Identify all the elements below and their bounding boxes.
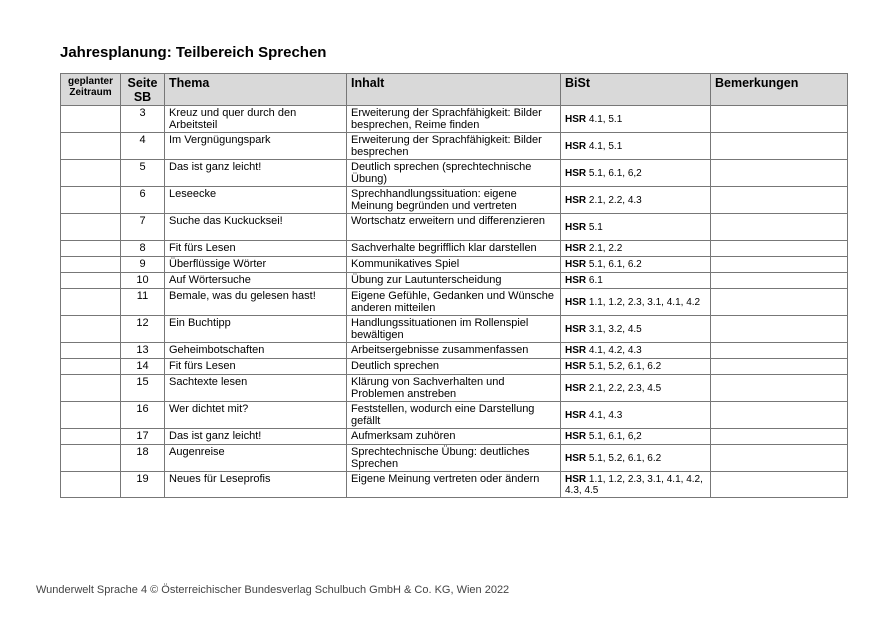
page-cell: 10 xyxy=(121,273,165,289)
page-cell: 8 xyxy=(121,241,165,257)
table-row xyxy=(61,375,848,402)
thema-cell: Suche das Kuckucksei! xyxy=(165,214,347,241)
inhalt-cell: Handlungssituationen im Rollenspiel bewältigen xyxy=(347,316,561,343)
bist-label: HSR xyxy=(565,243,587,254)
zeitraum-cell[interactable] xyxy=(61,273,121,289)
bist-codes: 5.1 xyxy=(588,221,603,233)
inhalt-cell: Deutlich sprechen xyxy=(347,359,561,375)
bist-label: HSR xyxy=(565,361,587,372)
zeitraum-cell[interactable] xyxy=(61,257,121,273)
table-row xyxy=(61,429,848,445)
table-row xyxy=(61,343,848,359)
inhalt-cell: Kommunikatives Spiel xyxy=(347,257,561,273)
table-row xyxy=(61,257,848,273)
table-row xyxy=(61,133,848,160)
page-cell: 6 xyxy=(121,187,165,214)
inhalt-cell: Aufmerksam zuhören xyxy=(347,429,561,445)
thema-cell: Kreuz und quer durch den Arbeitsteil xyxy=(165,106,347,133)
zeitraum-cell[interactable] xyxy=(61,343,121,359)
bist-cell xyxy=(561,429,711,445)
column-header-zeitraum: geplanter Zeitraum xyxy=(61,74,121,106)
page-cell: 3 xyxy=(121,106,165,133)
thema-cell: Fit fürs Lesen xyxy=(165,241,347,257)
bist-label: HSR xyxy=(565,113,587,125)
zeitraum-cell[interactable] xyxy=(61,472,121,498)
bist-codes: 4.1, 5.1 xyxy=(588,113,623,125)
bist-cell xyxy=(561,257,711,273)
bemerkungen-cell[interactable] xyxy=(711,289,848,316)
thema-cell: Geheimbotschaften xyxy=(165,343,347,359)
page-cell: 14 xyxy=(121,359,165,375)
bist-codes: 4.1, 4.3 xyxy=(588,409,623,421)
zeitraum-cell[interactable] xyxy=(61,445,121,472)
column-header-thema: Thema xyxy=(165,74,347,106)
zeitraum-cell[interactable] xyxy=(61,187,121,214)
page-cell: 4 xyxy=(121,133,165,160)
bist-label: HSR xyxy=(565,296,587,308)
bist-codes: 2.1, 2.2, 4.3 xyxy=(588,194,642,206)
table-row xyxy=(61,106,848,133)
zeitraum-cell[interactable] xyxy=(61,133,121,160)
bist-cell xyxy=(561,160,711,187)
bemerkungen-cell[interactable] xyxy=(711,241,848,257)
bist-codes: 1.1, 1.2, 2.3, 3.1, 4.1, 4.2 xyxy=(588,296,701,308)
thema-cell: Im Vergnügungspark xyxy=(165,133,347,160)
bist-label: HSR xyxy=(565,473,587,485)
table-row xyxy=(61,187,848,214)
inhalt-cell: Übung zur Lautunterscheidung xyxy=(347,273,561,289)
bist-label: HSR xyxy=(565,194,587,206)
bist-cell xyxy=(561,445,711,472)
bemerkungen-cell[interactable] xyxy=(711,429,848,445)
bist-codes: 5.1, 6.1, 6,2 xyxy=(588,431,642,442)
bist-label: HSR xyxy=(565,259,587,270)
table-header-row xyxy=(61,74,848,106)
bist-codes: 4.1, 4.2, 4.3 xyxy=(588,345,642,356)
bist-codes: 5.1, 5.2, 6.1, 6.2 xyxy=(588,452,662,464)
bemerkungen-cell[interactable] xyxy=(711,445,848,472)
bist-cell xyxy=(561,289,711,316)
bemerkungen-cell[interactable] xyxy=(711,133,848,160)
column-header-bemerkungen: Bemerkungen xyxy=(711,74,848,106)
page-cell: 9 xyxy=(121,257,165,273)
bist-cell xyxy=(561,214,711,241)
bist-cell xyxy=(561,375,711,402)
zeitraum-cell[interactable] xyxy=(61,289,121,316)
inhalt-cell: Erweiterung der Sprachfähigkeit: Bilder besprechen, Reime finden xyxy=(347,106,561,133)
bemerkungen-cell[interactable] xyxy=(711,106,848,133)
thema-cell: Wer dichtet mit? xyxy=(165,402,347,429)
bist-label: HSR xyxy=(565,323,587,335)
table-row xyxy=(61,289,848,316)
bist-cell xyxy=(561,359,711,375)
planning-table xyxy=(60,73,848,498)
bist-label: HSR xyxy=(565,382,587,394)
inhalt-cell: Sprechtechnische Übung: deutliches Sprechen xyxy=(347,445,561,472)
bist-cell xyxy=(561,241,711,257)
page-title: Jahresplanung: Teilbereich Sprechen xyxy=(60,44,327,61)
column-header-seite: Seite SB xyxy=(121,74,165,106)
bist-cell xyxy=(561,187,711,214)
bist-label: HSR xyxy=(565,345,587,356)
bist-label: HSR xyxy=(565,431,587,442)
bist-codes: 5.1, 6.1, 6,2 xyxy=(588,167,642,179)
zeitraum-cell[interactable] xyxy=(61,316,121,343)
inhalt-cell: Klärung von Sachverhalten und Problemen anstreben xyxy=(347,375,561,402)
thema-cell: Überflüssige Wörter xyxy=(165,257,347,273)
table-row xyxy=(61,402,848,429)
thema-cell: Das ist ganz leicht! xyxy=(165,160,347,187)
bemerkungen-cell[interactable] xyxy=(711,343,848,359)
thema-cell: Das ist ganz leicht! xyxy=(165,429,347,445)
copyright-footer: Wunderwelt Sprache 4 © Österreichischer Bundesverlag Schulbuch GmbH & Co. KG, Wien 2022 xyxy=(36,584,510,596)
thema-cell: Neues für Leseprofis xyxy=(165,472,347,498)
zeitraum-cell[interactable] xyxy=(61,241,121,257)
inhalt-cell: Erweiterung der Sprachfähigkeit: Bilder besprechen xyxy=(347,133,561,160)
page-cell: 13 xyxy=(121,343,165,359)
page-cell: 17 xyxy=(121,429,165,445)
table-row xyxy=(61,214,848,241)
column-header-bist: BiSt xyxy=(561,74,711,106)
bist-label: HSR xyxy=(565,409,587,421)
bist-cell xyxy=(561,343,711,359)
bist-cell xyxy=(561,273,711,289)
bemerkungen-cell[interactable] xyxy=(711,273,848,289)
bist-codes: 5.1, 6.1, 6.2 xyxy=(588,259,642,270)
thema-cell: Sachtexte lesen xyxy=(165,375,347,402)
table-row xyxy=(61,359,848,375)
table-row xyxy=(61,472,848,498)
thema-cell: Leseecke xyxy=(165,187,347,214)
inhalt-cell: Arbeitsergebnisse zusammenfassen xyxy=(347,343,561,359)
inhalt-cell: Eigene Gefühle, Gedanken und Wünsche anderen mitteilen xyxy=(347,289,561,316)
table-row xyxy=(61,160,848,187)
bemerkungen-cell[interactable] xyxy=(711,359,848,375)
bist-codes: 3.1, 3.2, 4.5 xyxy=(588,323,642,335)
page-cell: 12 xyxy=(121,316,165,343)
zeitraum-cell[interactable] xyxy=(61,160,121,187)
zeitraum-cell[interactable] xyxy=(61,375,121,402)
page-cell: 18 xyxy=(121,445,165,472)
bist-codes: 6.1 xyxy=(588,275,603,286)
table-row xyxy=(61,445,848,472)
bist-label: HSR xyxy=(565,275,587,286)
bemerkungen-cell[interactable] xyxy=(711,187,848,214)
page-cell: 7 xyxy=(121,214,165,241)
thema-cell: Augenreise xyxy=(165,445,347,472)
zeitraum-cell[interactable] xyxy=(61,359,121,375)
bist-label: HSR xyxy=(565,452,587,464)
zeitraum-cell[interactable] xyxy=(61,429,121,445)
thema-cell: Auf Wörtersuche xyxy=(165,273,347,289)
bemerkungen-cell[interactable] xyxy=(711,214,848,241)
thema-cell: Fit fürs Lesen xyxy=(165,359,347,375)
page-cell: 15 xyxy=(121,375,165,402)
bist-cell xyxy=(561,133,711,160)
bist-cell xyxy=(561,402,711,429)
inhalt-cell: Eigene Meinung vertreten oder ändern xyxy=(347,472,561,498)
bist-label: HSR xyxy=(565,140,587,152)
bist-codes: 2.1, 2.2, 2.3, 4.5 xyxy=(588,382,662,394)
bist-label: HSR xyxy=(565,221,587,233)
bemerkungen-cell[interactable] xyxy=(711,402,848,429)
bemerkungen-cell[interactable] xyxy=(711,316,848,343)
table-row xyxy=(61,241,848,257)
page-cell: 5 xyxy=(121,160,165,187)
bist-codes: 4.1, 5.1 xyxy=(588,140,623,152)
table-row xyxy=(61,316,848,343)
inhalt-cell: Wortschatz erweitern und differenzieren xyxy=(347,214,561,241)
page-cell: 11 xyxy=(121,289,165,316)
inhalt-cell: Feststellen, wodurch eine Darstellung gefällt xyxy=(347,402,561,429)
thema-cell: Ein Buchtipp xyxy=(165,316,347,343)
bemerkungen-cell[interactable] xyxy=(711,472,848,498)
bemerkungen-cell[interactable] xyxy=(711,375,848,402)
inhalt-cell: Sprechhandlungssituation: eigene Meinung begründen und vertreten xyxy=(347,187,561,214)
page-cell: 16 xyxy=(121,402,165,429)
inhalt-cell: Deutlich sprechen (sprechtechnische Übung) xyxy=(347,160,561,187)
bist-cell xyxy=(561,316,711,343)
zeitraum-cell[interactable] xyxy=(61,106,121,133)
bist-cell xyxy=(561,106,711,133)
thema-cell: Bemale, was du gelesen hast! xyxy=(165,289,347,316)
inhalt-cell: Sachverhalte begrifflich klar darstellen xyxy=(347,241,561,257)
bist-codes: 5.1, 5.2, 6.1, 6.2 xyxy=(588,361,662,372)
bist-cell xyxy=(561,472,711,498)
bemerkungen-cell[interactable] xyxy=(711,257,848,273)
page-cell: 19 xyxy=(121,472,165,498)
column-header-inhalt: Inhalt xyxy=(347,74,561,106)
zeitraum-cell[interactable] xyxy=(61,402,121,429)
zeitraum-cell[interactable] xyxy=(61,214,121,241)
bist-codes: 2.1, 2.2 xyxy=(588,243,623,254)
bist-label: HSR xyxy=(565,167,587,179)
table-row xyxy=(61,273,848,289)
bemerkungen-cell[interactable] xyxy=(711,160,848,187)
bist-codes: 1.1, 1.2, 2.3, 3.1, 4.1, 4.2, 4.3, 4.5 xyxy=(565,473,703,496)
